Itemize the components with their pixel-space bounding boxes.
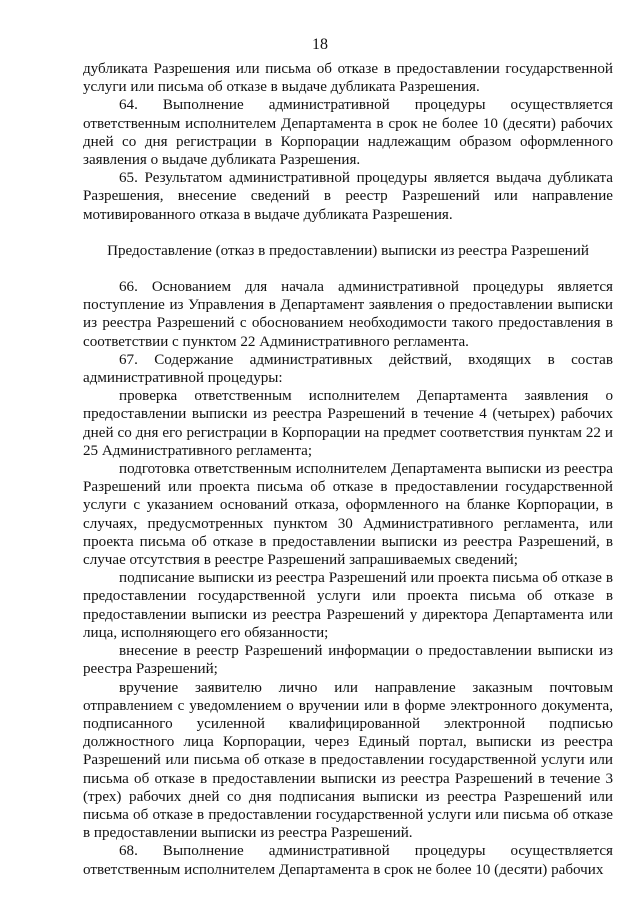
paragraph-65: 65. Результатом административной процедуры является выдача дубликата Разрешения, внесение сведений в реестр Разрешений или направление мотивированного отказа в выдаче дубликата Разрешения. xyxy=(83,170,613,223)
paragraph-68: 68. Выполнение административной процедуры осуществляется ответственным исполнителем Департамента в срок не более 10 (десяти) рабочих xyxy=(83,843,613,878)
list-item-deliver: вручение заявителю лично или направление заказным почтовым отправлением с уведомлением о вручении или в форме электронного документа, подписанного усиленной квалифицированной электронной подписью должностного лица Корпорации, через Единый портал, выписки из реестра Разрешений или письма об отказе в предоставлении государственной услуги или письма об отказе в предоставлении выписки из реестра Разрешений в течение 3 (трех) рабочих дней со дня подписания выписки из реестра Разрешений или письма об отказе в предоставлении государственной услуги или письма об отказе в предоставлении выписки из реестра Разрешений. xyxy=(83,679,613,842)
document-body xyxy=(83,60,613,879)
list-item-register: внесение в реестр Разрешений информации о предоставлении выписки из реестра Разрешений; xyxy=(83,643,613,678)
list-item-check: проверка ответственным исполнителем Департамента заявления о предоставлении выписки из реестра Разрешений в течение 4 (четырех) рабочих дней со дня его регистрации в Корпорации на предмет соответствия пунктам 22 и 25 Административного регламента; xyxy=(83,388,613,459)
paragraph-64: 64. Выполнение административной процедуры осуществляется ответственным исполнителем Департамента в срок не более 10 (десяти) рабочих дней со дня регистрации в Корпорации надлежащим образом оформленного заявления о выдаче дубликата Разрешения. xyxy=(83,97,613,169)
paragraph-continuation: дубликата Разрешения или письма об отказе в предоставлении государственной услуги или письма об отказе в выдаче дубликата Разрешения. xyxy=(83,61,613,96)
section-heading: Предоставление (отказ в предоставлении) выписки из реестра Разрешений xyxy=(107,242,589,259)
page-number: 18 xyxy=(312,36,328,53)
list-item-sign: подписание выписки из реестра Разрешений или проекта письма об отказе в предоставлении государственной услуги или проекта письма об отказе в предоставлении выписки из реестра Разрешений у директора Департамента или лица, исполняющего его обязанности; xyxy=(83,570,613,641)
paragraph-67: 67. Содержание административных действий, входящих в состав административной процедуры: xyxy=(83,351,613,387)
paragraph-66: 66. Основанием для начала административной процедуры является поступление из Управления в Департамент заявления о предоставлении выписки из реестра Разрешений с обоснованием необходимости такого предоставления в соответствии с пунктом 22 Административного регламента. xyxy=(83,279,613,350)
list-item-prepare: подготовка ответственным исполнителем Департамента выписки из реестра Разрешений или проекта письма об отказе в предоставлении государственной услуги с указанием оснований отказа, оформленного на бланке Корпорации, в случаях, предусмотренных пунктом 30 Административного регламента, или проекта письма об отказе в предоставлении выписки из реестра Разрешений, в случае отсутствия в реестре Разрешений запрашиваемых сведений; xyxy=(83,461,613,569)
